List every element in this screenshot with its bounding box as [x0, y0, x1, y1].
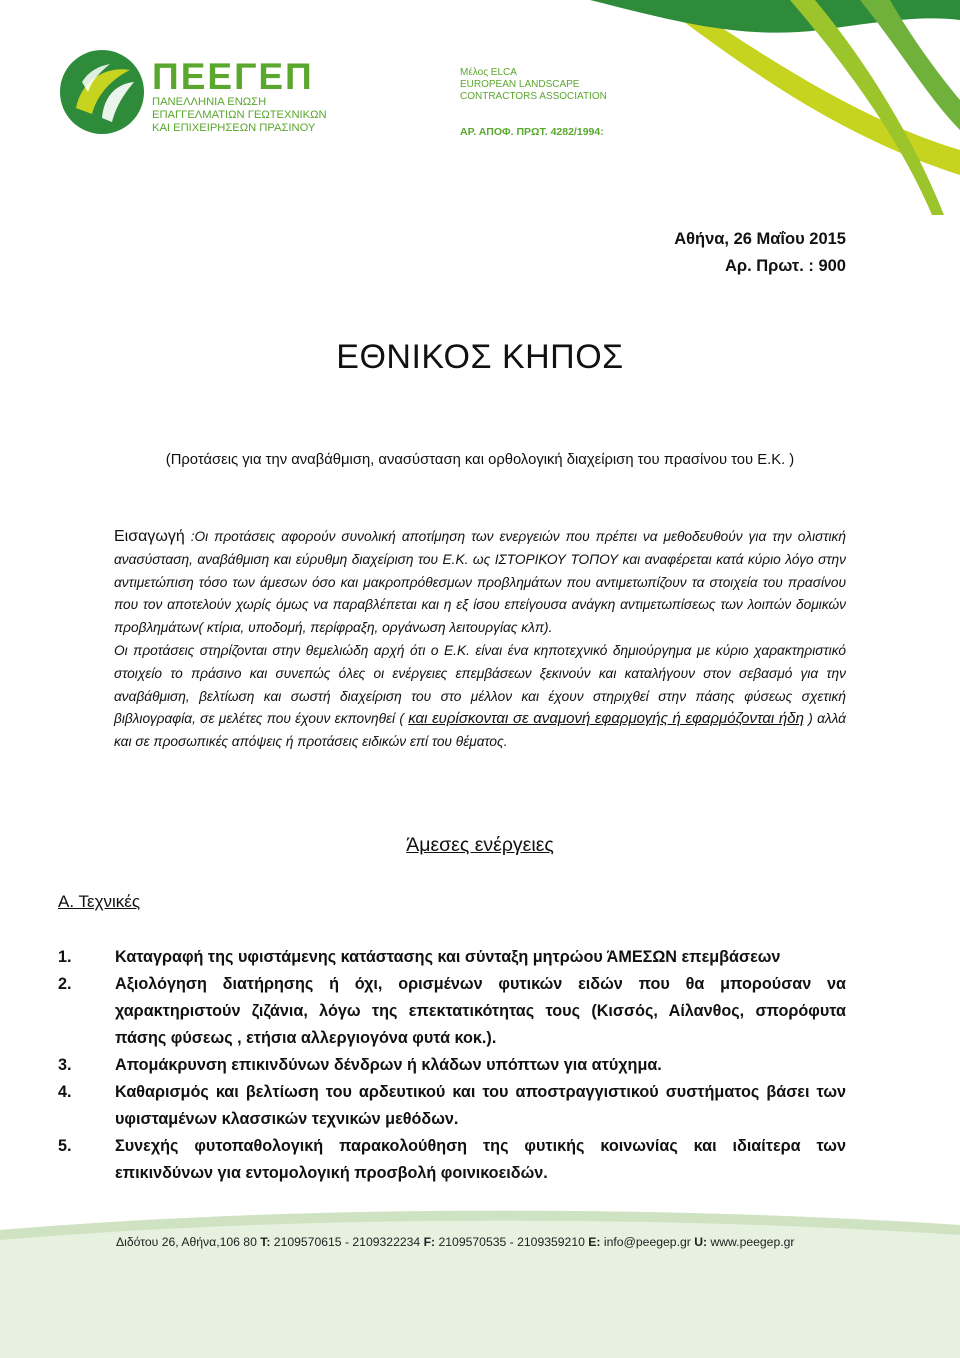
brand-line: ΠΑΝΕΛΛΗΝΙΑ ΕΝΩΣΗ — [152, 96, 267, 108]
elca-line: Μέλος ELCA — [460, 67, 517, 78]
intro-text: Οι προτάσεις στηρίζονται στην θεμελιώδη αρχή ότι ο Ε.Κ. είναι ένα κηποτεχνικό δημιούργημα με κύριο χαρακτηριστικό στοιχείο το πράσινο και συνεπώς όλες οι ενέργειες επεμβάσεων ξεκινούν και καταλήγουν στον σεβασμό για την αναβάθμιση, βελτίωση και σωστή διαχείριση του στο μέλλον και έχουν στηριχθεί στην πάσης φύσεως σχετική βιβλιογραφία, σε μελέτες που έχουν εκπονηθεί ( — [114, 642, 846, 727]
page-title: ΕΘΝΙΚΟΣ ΚΗΠΟΣ — [336, 338, 624, 376]
document-date: Αθήνα, 26 Μαΐου 2015 — [674, 230, 846, 248]
list-item — [58, 1133, 846, 1187]
footer-label: U: — [694, 1235, 708, 1249]
footer-url[interactable]: www.peegep.gr — [710, 1235, 795, 1249]
list-item-text: Αξιολόγηση διατήρησης ή όχι, ορισμένων φυτικών ειδών που θα μπορούσαν να χαρακτηριστούν ζιζάνια, λόγω της επεκτατικότητας τους (Κισσός, Αίλανθος, σπορόφυτα πάσης φύσεως , ετήσια αλλεργιογόνα φυτά κοκ.). — [115, 975, 846, 1047]
protocol-number: Αρ. Πρωτ. : 900 — [724, 257, 846, 275]
intro-underlined-text: και ευρίσκονται σε αναμονή εφαρμογής ή εφαρμόζονται ήδη — [408, 710, 804, 728]
subsection-title: Α. Τεχνικές — [58, 892, 141, 911]
brand-name: ΠΕΕΓΕΠ — [152, 56, 314, 97]
page-subtitle: (Προτάσεις για την αναβάθμιση, ανασύσταση και ορθολογική διαχείριση του πρασίνου του Ε.Κ. ) — [165, 452, 795, 468]
elca-line: CONTRACTORS ASSOCIATION — [460, 91, 607, 102]
decision-number: ΑΡ. ΑΠΟΦ. ΠΡΩΤ. 4282/1994: — [460, 126, 604, 138]
decorative-swoosh — [560, 0, 960, 230]
list-item-number: 1. — [58, 948, 72, 966]
list-item-number: 2. — [58, 975, 72, 993]
intro-section — [114, 526, 846, 754]
footer-address: Διδότου 26, Αθήνα,106 80 — [116, 1235, 257, 1249]
brand-line: ΕΠΑΓΓΕΛΜΑΤΙΩΝ ΓΕΩΤΕΧΝΙΚΩΝ — [152, 109, 327, 121]
footer-label: E: — [588, 1235, 601, 1249]
list-item — [58, 1079, 846, 1133]
list-item — [58, 1052, 846, 1079]
actions-list — [58, 944, 846, 1187]
list-item-number: 5. — [58, 1137, 72, 1155]
list-item-text: Απομάκρυνση επικινδύνων δένδρων ή κλάδων υπόπτων για ατύχημα. — [115, 1056, 662, 1074]
list-item — [58, 971, 846, 1052]
intro-paragraph-2 — [114, 640, 846, 754]
contact-footer — [116, 1235, 794, 1249]
footer-label: F: — [423, 1235, 436, 1249]
footer-phones: 2109570615 - 2109322234 — [273, 1235, 421, 1249]
elca-line: EUROPEAN LANDSCAPE — [460, 79, 580, 90]
list-item-number: 3. — [58, 1056, 72, 1074]
footer-label: T: — [260, 1235, 271, 1249]
list-item-text: Καταγραφή της υφιστάμενης κατάστασης και σύνταξη μητρώου ΆΜΕΣΩΝ επεμβάσεων — [115, 948, 781, 966]
list-item-text: Καθαρισμός και βελτίωση του αρδευτικού και του αποστραγγιστικού συστήματος βάσει των υφισταμένων κλασσικών τεχνικών μεθόδων. — [115, 1083, 846, 1128]
brand-line: ΚΑΙ ΕΠΙΧΕΙΡΗΣΕΩΝ ΠΡΑΣΙΝΟΥ — [152, 122, 316, 134]
footer-fax: 2109570535 - 2109359210 — [438, 1235, 585, 1249]
peegep-logo-icon — [58, 48, 146, 136]
brand-subtitle — [152, 96, 352, 135]
footer-email[interactable]: info@peegep.gr — [603, 1235, 691, 1249]
intro-paragraph-1 — [114, 526, 846, 640]
elca-membership — [460, 67, 607, 103]
list-item-number: 4. — [58, 1083, 72, 1101]
footer-band — [0, 1200, 960, 1358]
intro-lead: Εισαγωγή — [114, 528, 185, 545]
intro-text: :Οι προτάσεις αφορούν συνολική αποτίμηση των ενεργειών που πρέπει να μεθοδευθούν για την ολιστική ανασύσταση, αναβάθμιση και εύρυθμη διαχείριση του Ε.Κ. ως ΙΣΤΟΡΙΚΟΥ ΤΟΠΟΥ και αναφέρεται κατά κύριο λόγο στην αντιμετώπιση τόσο των άμεσων όσο και μακροπρόθεσμων προβλημάτων που αντιμετωπίζουν τα στοιχεία του πρασίνου που τον αποτελούν χωρίς όμως να παραβλέπεται και η εξ ίσου επείγουσα ανάγκη αντιμετωπίσεως των λοιπών δομικών προβλημάτων( κτίρια, υποδομή, περίφραξη, οργάνωση λειτουργίας κλπ). — [114, 529, 846, 636]
list-item-text: Συνεχής φυτοπαθολογική παρακολούθηση της φυτικής κοινωνίας και ιδιαίτερα των επικινδύνων για εντομολογική προσβολή φοινικοειδών. — [115, 1137, 846, 1182]
list-item — [58, 944, 846, 971]
intro-text: ) αλλά και σε προσωπικές απόψεις ή προτάσεις ειδικών επί του θέματος. — [114, 711, 846, 750]
date-block — [674, 226, 846, 280]
section-title: Άμεσες ενέργειες — [406, 834, 554, 856]
